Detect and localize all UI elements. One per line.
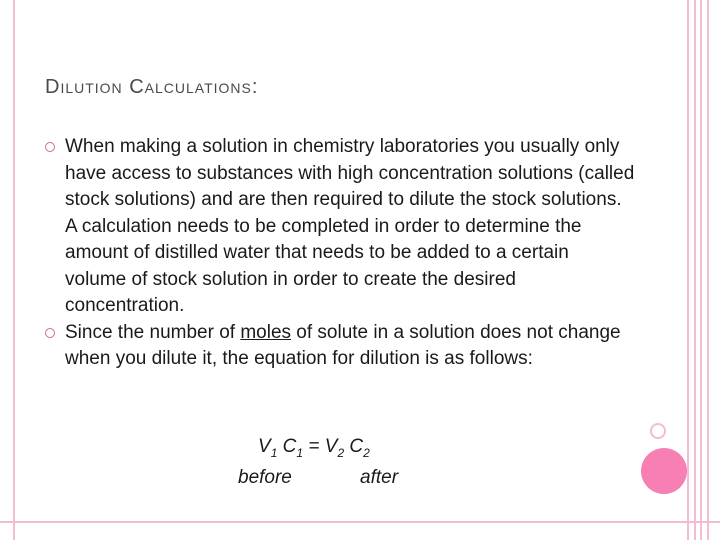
bullet-text-part: of solute in a solution does not change when you dilute it, the equation for dilution is as follows:: [65, 321, 621, 369]
decorative-ring: [650, 423, 666, 439]
bullet-text-part: Since the number of: [65, 321, 241, 343]
frame-line-right: [694, 0, 696, 540]
decorative-circle: [641, 448, 687, 494]
bullet-item: [45, 134, 635, 320]
eq-c1: C: [282, 436, 297, 457]
frame-line-right: [687, 0, 689, 540]
slide-title: Dilution Calculations:: [45, 76, 259, 98]
eq-v2: V: [324, 436, 338, 457]
underlined-term: moles: [240, 321, 292, 343]
frame-line-left: [13, 0, 15, 540]
frame-line-right: [707, 0, 709, 540]
frame-line-right: [700, 0, 702, 540]
eq-v1: V: [258, 436, 271, 457]
caption-before: before: [238, 467, 292, 488]
caption-after: after: [360, 467, 399, 488]
eq-c2: C: [349, 436, 364, 457]
bullet-circle-icon: [45, 328, 55, 338]
eq-v2-sub: 2: [337, 445, 345, 460]
bullet-list: [45, 134, 635, 373]
bullet-item: [45, 320, 635, 373]
bullet-circle-icon: [45, 142, 55, 152]
eq-v1-sub: 1: [270, 445, 278, 460]
eq-equals: =: [308, 436, 320, 457]
bullet-text: When making a solution in chemistry laboratories you usually only have access to substances with high concentration solutions (called stock solutions) and are then required to dilute the stock solutions. A calculation needs to be completed in order to determine the amount of distilled water that needs to be added to a certain volume of stock solution in order to create the desired concentration.: [65, 136, 635, 316]
eq-c2-sub: 2: [363, 445, 370, 460]
frame-line-bottom: [0, 521, 720, 523]
eq-c1-sub: 1: [296, 445, 304, 460]
dilution-equation: [258, 436, 370, 460]
